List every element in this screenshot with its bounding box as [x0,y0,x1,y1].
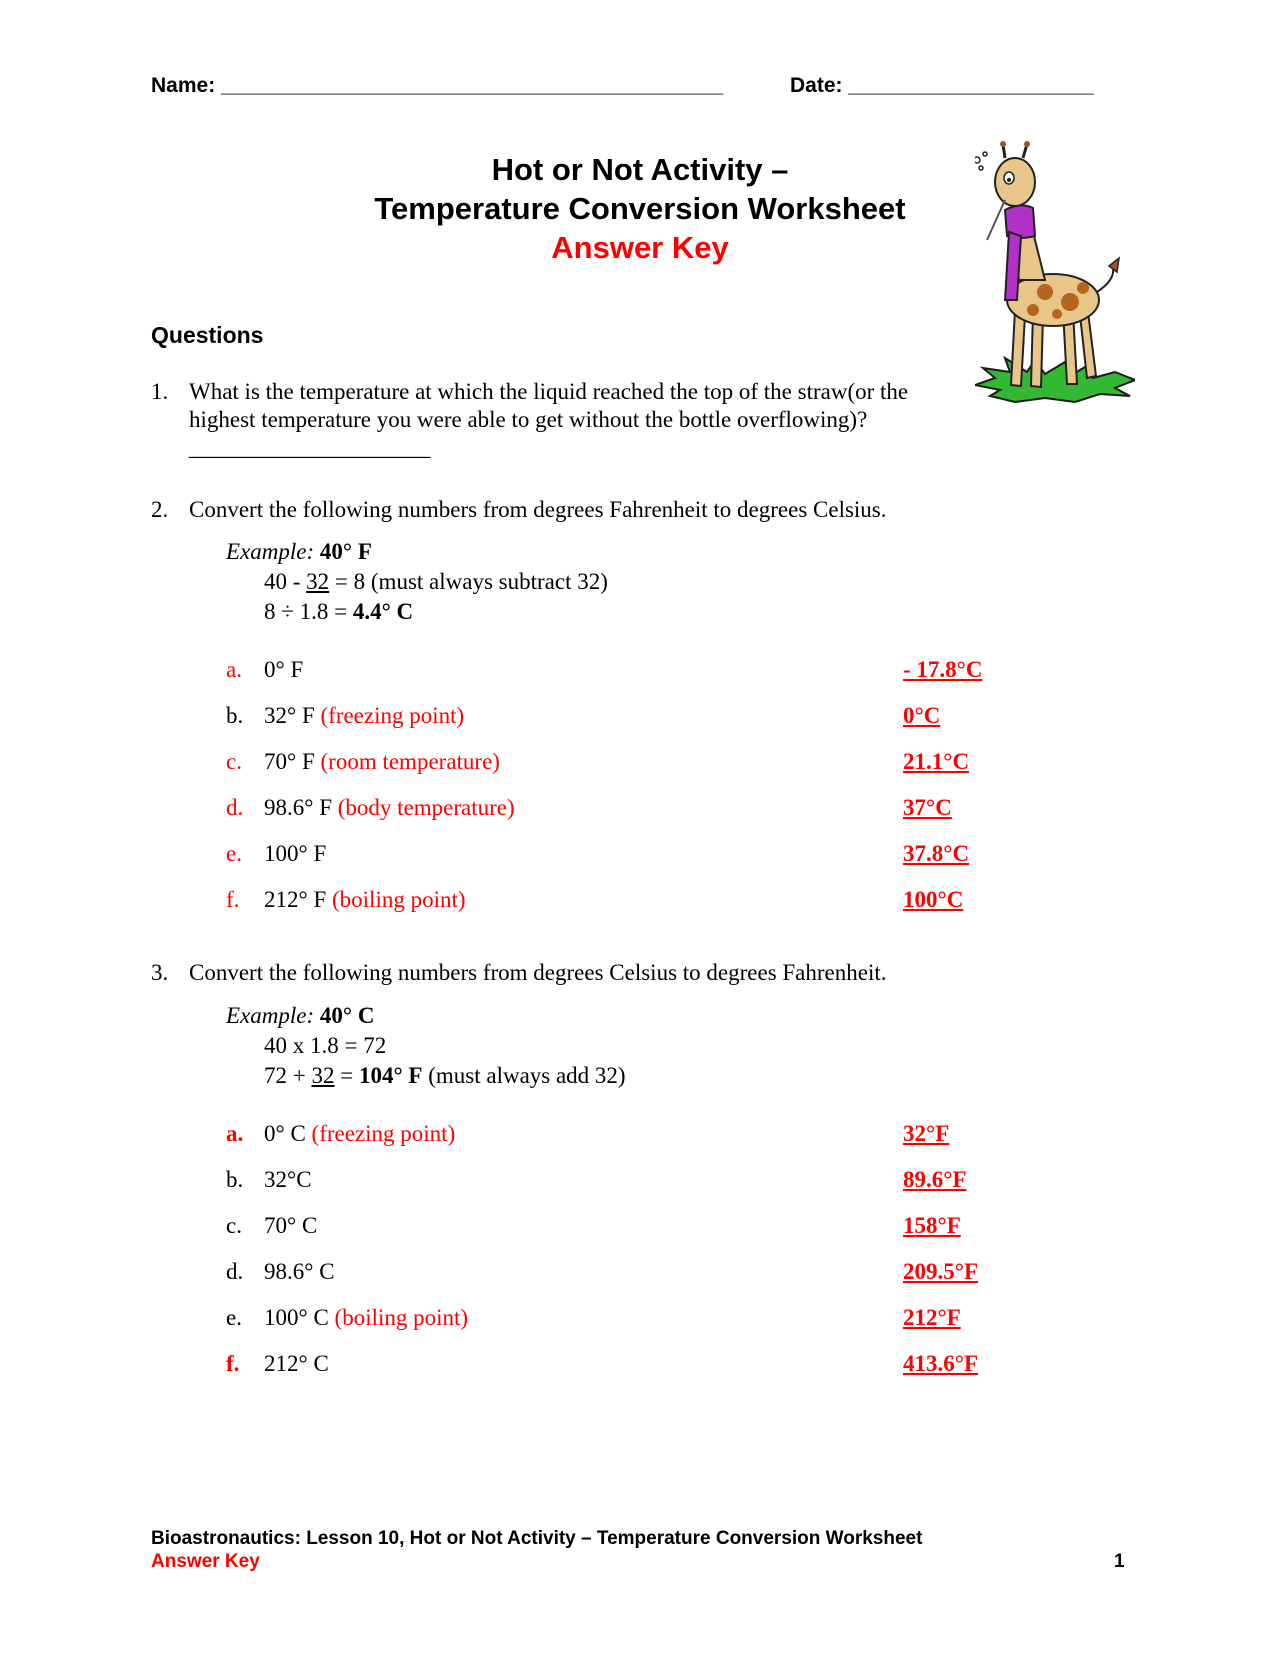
q2-item-f-letter: f. [226,887,240,912]
q2-item-e [264,841,326,867]
q3-item-e-note: (boiling point) [334,1305,469,1330]
q2-item-f-note: (boiling point) [332,887,466,912]
q2-step1-part-c: = 8 (must always subtract 32) [329,569,608,594]
q3-item-f-answer: 413.6°F [903,1351,978,1376]
name-field-label: Name: ___________________________________________ [151,74,724,97]
q2-item-b-value: 32° F [264,703,315,728]
q2-item-d-value: 98.6° F [264,795,332,820]
q2-item-c [264,749,500,775]
q3-item-a-note: (freezing point) [311,1121,456,1146]
q2-item-c-letter: c. [226,749,242,774]
title-line-1: Hot or Not Activity – [491,152,789,187]
q3-item-c [264,1213,317,1239]
q2-item-b [264,703,464,729]
q3-item-a-answer: 32°F [903,1121,950,1146]
q2-item-c-note: (room temperature) [320,749,500,774]
q3-item-e-letter: e. [226,1305,242,1330]
q3-example-label: Example: [226,1003,315,1028]
q2-step2-part-b: 4.4° C [352,599,414,624]
q3-text: Convert the following numbers from degrees Celsius to degrees Fahrenheit. [189,960,887,985]
q3-item-d-answer: 209.5°F [903,1259,978,1284]
q3-item-d-value: 98.6° C [264,1259,335,1284]
date-field-label: Date: _____________________ [790,74,1094,97]
q3-item-b [264,1167,312,1193]
q2-item-e-letter: e. [226,841,242,866]
q3-number: 3. [151,960,169,985]
q3-item-a-letter: a. [226,1121,244,1146]
q2-item-f [264,887,466,913]
q2-item-e-answer: 37.8°C [903,841,970,866]
q2-item-c-answer: 21.1°C [903,749,970,774]
q3-step2-part-c: = [334,1063,359,1088]
q2-item-d-answer: 37°C [903,795,952,820]
q2-number: 2. [151,497,169,522]
q3-example-heading [226,1003,374,1029]
sick-giraffe-illustration [975,140,1135,415]
q3-item-a-value: 0° C [264,1121,306,1146]
q1-number: 1. [151,379,169,404]
q3-item-a [264,1121,455,1147]
q3-step2-part-d: 104° F [358,1063,423,1088]
q3-item-e-value: 100° C [264,1305,329,1330]
title-answer-key: Answer Key [551,230,729,265]
q3-item-f-letter: f. [226,1351,240,1376]
q2-item-b-answer: 0°C [903,703,941,728]
q2-example-step-2 [264,599,413,625]
q2-item-a-answer: - 17.8°C [903,657,983,682]
questions-heading: Questions [151,322,264,348]
q2-step1-part-b: 32 [306,569,330,594]
q2-item-d [264,795,515,821]
q2-item-b-note: (freezing point) [320,703,465,728]
q2-item-a-letter: a. [226,657,242,682]
q2-item-d-letter: d. [226,795,244,820]
q3-item-c-answer: 158°F [903,1213,961,1238]
q3-item-d [264,1259,335,1285]
q1-text-line-1: What is the temperature at which the liquid reached the top of the straw(or the [189,379,909,404]
q2-item-f-answer: 100°C [903,887,964,912]
page-number: 1 [1114,1551,1125,1572]
q2-example-step-1 [264,569,608,595]
q3-item-f [264,1351,329,1377]
q1-text-line-2: highest temperature you were able to get without the bottle overflowing)? [189,407,868,432]
footer-answer-key: Answer Key [151,1551,260,1572]
q3-item-b-answer: 89.6°F [903,1167,967,1192]
footer-lesson-title: Bioastronautics: Lesson 10, Hot or Not Activity – Temperature Conversion Worksheet [151,1528,923,1549]
q2-item-f-value: 212° F [264,887,327,912]
q2-item-d-note: (body temperature) [337,795,515,820]
title-line-2: Temperature Conversion Worksheet [374,191,906,226]
q3-item-d-letter: d. [226,1259,244,1284]
q3-step2-part-b: 32 [311,1063,335,1088]
q2-item-e-value: 100° F [264,841,327,866]
q2-step2-part-a: 8 ÷ 1.8 = [264,599,353,624]
q3-item-c-letter: c. [226,1213,242,1238]
q3-example-value: 40° C [319,1003,375,1028]
q3-item-e-answer: 212°F [903,1305,961,1330]
q2-example-heading [226,539,372,565]
q2-item-c-value: 70° F [264,749,315,774]
q3-example-step-2 [264,1063,626,1089]
q3-item-b-value: 32°C [264,1167,312,1192]
q3-step2-part-a: 72 + [264,1063,312,1088]
q3-step2-part-e: (must always add 32) [422,1063,626,1088]
q3-item-c-value: 70° C [264,1213,318,1238]
q2-step1-part-a: 40 - [264,569,307,594]
q3-item-f-value: 212° C [264,1351,329,1376]
q2-item-b-letter: b. [226,703,244,728]
q2-item-a-value: 0° F [264,657,304,682]
q1-answer-blank: _____________________ [189,435,431,460]
q3-example-step-1: 40 x 1.8 = 72 [264,1033,387,1058]
q2-item-a [264,657,303,683]
q3-item-b-letter: b. [226,1167,244,1192]
q2-text: Convert the following numbers from degrees Fahrenheit to degrees Celsius. [189,497,887,522]
q3-item-e [264,1305,468,1331]
q2-example-value: 40° F [319,539,372,564]
q2-example-label: Example: [226,539,315,564]
